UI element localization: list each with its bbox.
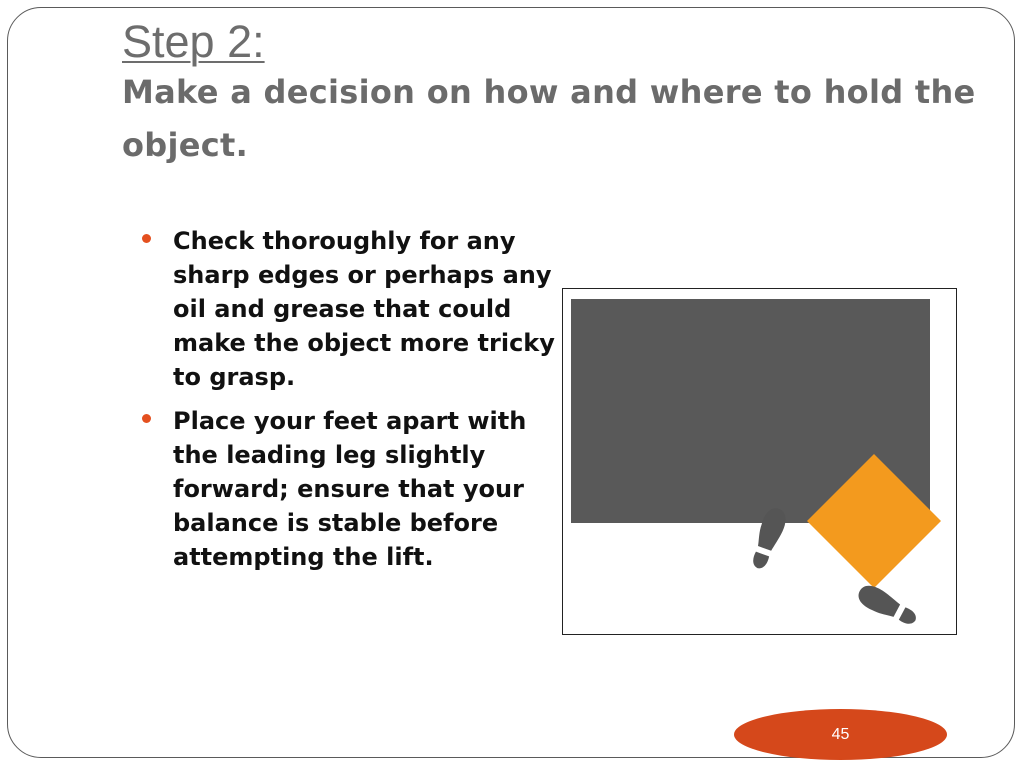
step-heading: Step 2: — [122, 16, 265, 67]
bullet-text-grip-check: Check thoroughly for any sharp edges or perhaps any oil and grease that could make the object more tricky to grasp. — [173, 227, 555, 391]
lifting-illustration-svg — [563, 289, 955, 633]
bullet-text-feet-position: Place your feet apart with the leading leg slightly forward; ensure that your balance is stable before attempting the lift. — [173, 407, 527, 571]
lifting-illustration — [562, 288, 957, 635]
footprint-right-icon — [854, 581, 920, 630]
bullet-dot-icon — [142, 414, 151, 423]
bullet-list — [142, 224, 562, 584]
bullet-dot-icon — [142, 234, 151, 243]
slide-subtitle: Make a decision on how and where to hold the object. — [122, 73, 976, 164]
bullet-item — [142, 404, 562, 574]
bullet-item — [142, 224, 562, 394]
page-number-badge — [734, 709, 947, 760]
page-number: 45 — [831, 726, 850, 743]
